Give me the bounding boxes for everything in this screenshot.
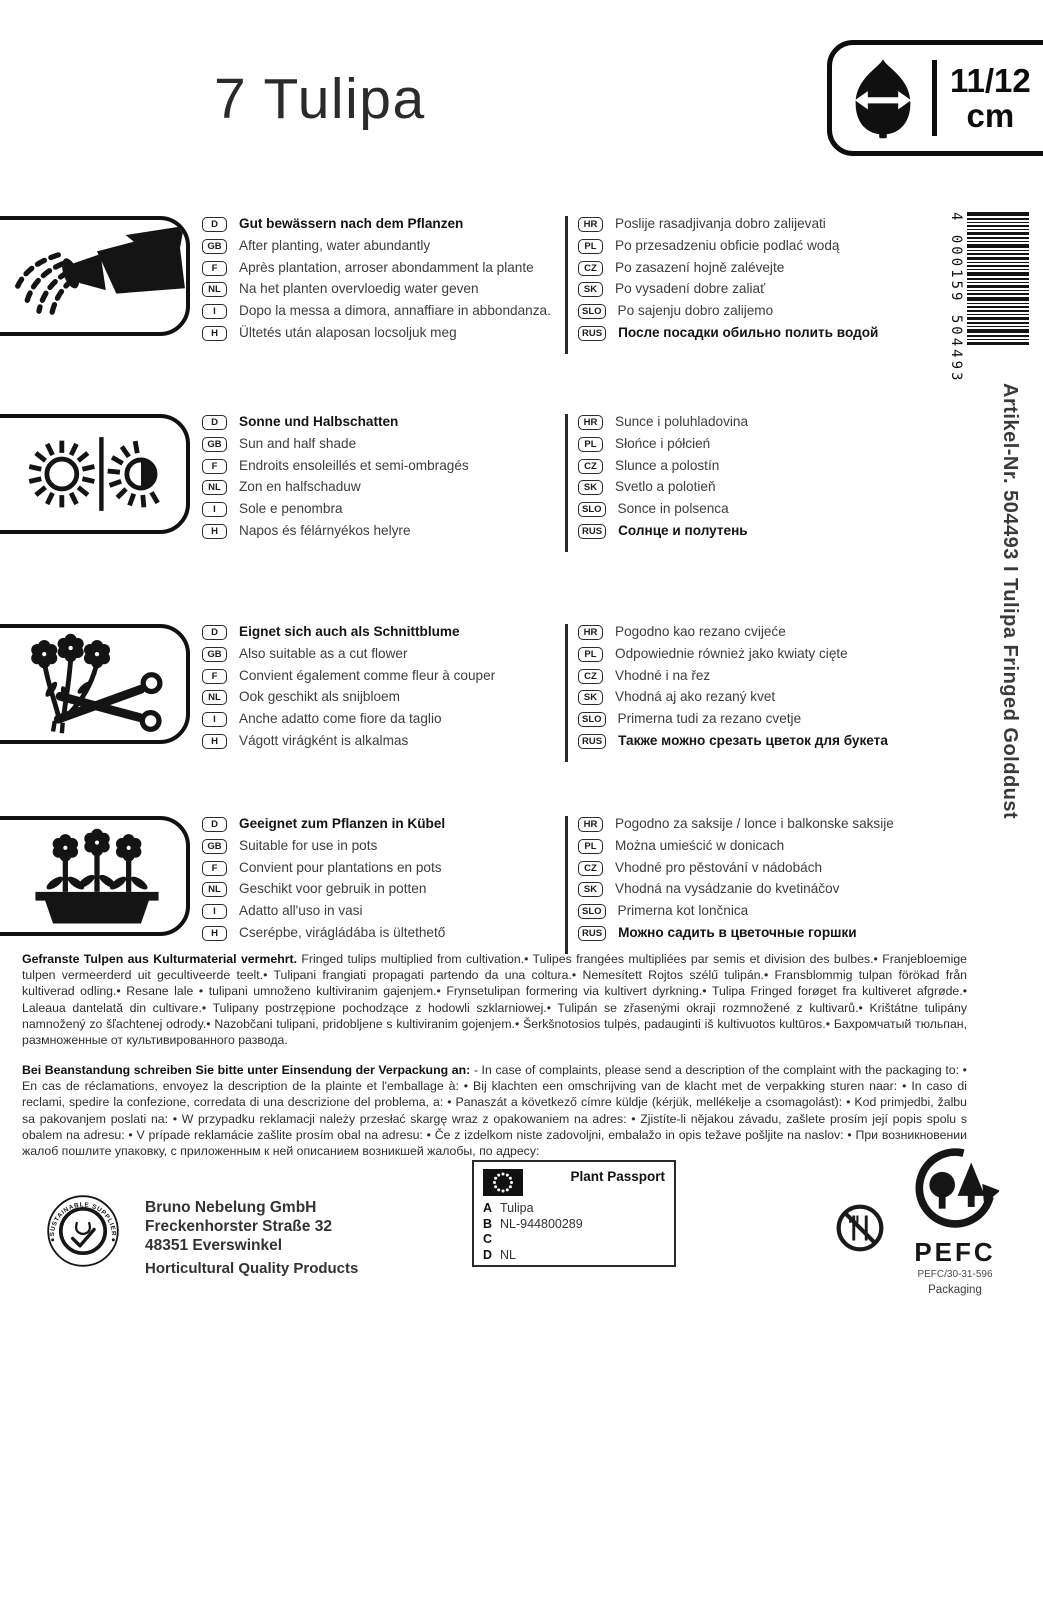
instruction-text: Geeignet zum Pflanzen in Kübel <box>239 816 446 831</box>
instruction-text: Odpowiednie również jako kwiaty cięte <box>615 645 848 661</box>
instruction-text: Dopo la messa a dimora, annaffiare in abbondanza. <box>239 303 551 319</box>
instruction-row <box>578 324 998 341</box>
instruction-row <box>578 859 998 876</box>
instruction-text: Vhodné i na řez <box>615 667 711 683</box>
instruction-row <box>202 732 562 749</box>
plant-passport-box <box>472 1160 676 1267</box>
instruction-text: Zon en halfschaduw <box>239 479 361 495</box>
language-code-badge: CZ <box>578 861 603 876</box>
language-code-badge: SLO <box>578 502 606 517</box>
language-code-badge: NL <box>202 480 227 495</box>
instruction-text: Poslije rasadjivanja dobro zalijevati <box>615 216 826 231</box>
column-divider <box>565 816 568 954</box>
instructions-column-left <box>202 815 562 946</box>
language-code-badge: H <box>202 524 227 539</box>
language-code-badge: D <box>202 625 227 640</box>
instructions-column-left <box>202 413 562 544</box>
passport-value: NL <box>500 1247 516 1262</box>
instruction-text: Słońce i półcień <box>615 435 711 451</box>
instruction-text: После посадки обильно полить водой <box>618 324 879 340</box>
language-code-badge: RUS <box>578 524 606 539</box>
instruction-text: Ültetés után alaposan locsoljuk meg <box>239 324 457 340</box>
language-code-badge: NL <box>202 882 227 897</box>
instruction-row <box>202 667 562 684</box>
instruction-row <box>578 522 998 539</box>
instructions-column-right <box>578 413 998 544</box>
instruction-text: Geschikt voor gebruik in potten <box>239 881 427 897</box>
instruction-row <box>578 732 998 749</box>
instruction-text: After planting, water abundantly <box>239 237 431 253</box>
instruction-text: Po zasazení hojně zalévejte <box>615 259 785 275</box>
instruction-row <box>202 710 562 727</box>
bulb-size-unit: cm <box>966 97 1015 134</box>
instruction-row <box>578 837 998 854</box>
language-code-badge: PL <box>578 437 603 452</box>
complaints-paragraph <box>22 1062 967 1159</box>
instruction-text: Vhodná aj ako rezaný kvet <box>615 689 776 705</box>
instruction-row <box>202 902 562 919</box>
pefc-cert-number: PEFC/30-31-596 <box>917 1269 993 1280</box>
instruction-text: Po vysadení dobre zaliať <box>615 281 766 297</box>
instruction-text: Sole e penombra <box>239 501 343 517</box>
article-number-line: Artikel-Nr. 504493 I Tulipa Fringed Golddust <box>999 383 1021 820</box>
instruction-row <box>578 710 998 727</box>
instruction-text: Gut bewässern nach dem Pflanzen <box>239 216 464 231</box>
instructions-column-left <box>202 215 562 346</box>
language-code-badge: GB <box>202 239 227 254</box>
paragraph-lead: Bei Beanstandung schreiben Sie bitte unter Einsendung der Verpackung an: <box>22 1063 471 1077</box>
address-line: Bruno Nebelung GmbH <box>145 1199 317 1216</box>
language-code-badge: SK <box>578 480 603 495</box>
instruction-row <box>202 688 562 705</box>
instruction-row <box>202 645 562 662</box>
instruction-row <box>202 435 562 452</box>
passport-key: A <box>483 1201 493 1215</box>
instruction-row <box>202 215 562 232</box>
plant-passport-title: Plant Passport <box>570 1169 665 1184</box>
passport-value: Tulipa <box>500 1201 534 1215</box>
language-code-badge: SLO <box>578 904 606 919</box>
instruction-text: Pogodno za saksije / lonce i balkonske saksije <box>615 816 894 831</box>
instruction-text: Adatto all'uso in vasi <box>239 903 363 919</box>
instruction-row <box>202 522 562 539</box>
instruction-row <box>202 500 562 517</box>
instruction-row <box>578 645 998 662</box>
instruction-row <box>578 478 998 495</box>
language-code-badge: HR <box>578 217 603 232</box>
language-code-badge: F <box>202 861 227 876</box>
instruction-text: Vhodná na vysádzanie do kvetináčov <box>615 881 840 897</box>
column-divider <box>565 414 568 552</box>
instruction-text: Po sajenju dobro zalijemo <box>617 303 774 319</box>
care-section-watering <box>0 216 1043 366</box>
instruction-text: Sun and half shade <box>239 435 357 451</box>
language-code-badge: D <box>202 217 227 232</box>
svg-text:SUSTAINABLE SUPPLIER: SUSTAINABLE SUPPLIER <box>49 1201 117 1237</box>
passport-row <box>483 1201 665 1217</box>
instruction-row <box>578 237 998 254</box>
instruction-row <box>578 880 998 897</box>
instruction-text: Also suitable as a cut flower <box>239 645 408 661</box>
instruction-text: Napos és félárnyékos helyre <box>239 522 411 538</box>
language-code-badge: GB <box>202 839 227 854</box>
address-line: Freckenhorster Straße 32 <box>145 1218 332 1235</box>
manufacturer-address <box>145 1198 332 1255</box>
instruction-row <box>578 500 998 517</box>
instructions-column-right <box>578 815 998 946</box>
language-code-badge: F <box>202 459 227 474</box>
cut-flower-icon <box>0 624 190 744</box>
instruction-text: Suitable for use in pots <box>239 837 378 853</box>
instruction-row <box>578 215 998 232</box>
language-code-badge: SK <box>578 882 603 897</box>
bulb-size-value: 11/12 <box>950 62 1031 99</box>
language-code-badge: SLO <box>578 304 606 319</box>
language-code-badge: PL <box>578 647 603 662</box>
watering-can-icon <box>0 216 190 336</box>
care-section-sunlight <box>0 414 1043 564</box>
instruction-text: Po przesadzeniu obficie podlać wodą <box>615 237 840 253</box>
instruction-row <box>578 259 998 276</box>
instruction-row <box>578 280 998 297</box>
language-code-badge: H <box>202 926 227 941</box>
passport-row <box>483 1232 665 1248</box>
column-divider <box>565 216 568 354</box>
language-code-badge: HR <box>578 625 603 640</box>
instructions-column-right <box>578 215 998 346</box>
language-code-badge: I <box>202 304 227 319</box>
passport-row <box>483 1217 665 1233</box>
instruction-text: Cserépbe, virágládába is ültethető <box>239 924 446 940</box>
instruction-row <box>202 237 562 254</box>
language-code-badge: GB <box>202 647 227 662</box>
pefc-caption: Packaging <box>928 1284 982 1296</box>
instruction-row <box>578 457 998 474</box>
instruction-row <box>202 837 562 854</box>
language-code-badge: I <box>202 904 227 919</box>
instruction-row <box>578 924 998 941</box>
instructions-column-left <box>202 623 562 754</box>
language-code-badge: SK <box>578 282 603 297</box>
instruction-text: Sonce in polsenca <box>617 501 729 517</box>
address-line: 48351 Everswinkel <box>145 1237 283 1254</box>
instruction-row <box>578 667 998 684</box>
paragraph-lead: Gefranste Tulpen aus Kulturmaterial vermehrt. <box>22 952 298 966</box>
instruction-text: Convient également comme fleur à couper <box>239 667 496 683</box>
passport-value: NL-944800289 <box>500 1216 583 1231</box>
instruction-row <box>202 302 562 319</box>
instruction-row <box>202 880 562 897</box>
language-code-badge: CZ <box>578 261 603 276</box>
language-code-badge: HR <box>578 415 603 430</box>
instruction-text: Ook geschikt als snijbloem <box>239 689 400 705</box>
language-code-badge: RUS <box>578 326 606 341</box>
pefc-logo <box>903 1148 1007 1280</box>
language-code-badge: NL <box>202 282 227 297</box>
instruction-row <box>202 413 562 430</box>
eu-flag-icon <box>483 1169 523 1196</box>
instruction-row <box>578 413 998 430</box>
paragraph-text: Fringed tulips multiplied from cultivation.• Tulipes frangées multipliées par semis et division des bulbes.• Franjebloemige tulpen vermeerderd uit gecultiveerde teelt.• Tulipani frangiati propagati partendo da una coltura.• Nemesített Rojtos szélű tulipán.• Fransblommig tulpan förökad från kultiverad odling.• Resane lale • tulipani umnoženo kultiviranim gajenjem.• Frynsetulipan formering via kultivert dyrkning.• Tulipa Fringed forøget fra kultiveret afgrøde.• Laleaua dantelată din cultivare.• Tulipany postrzępione pochodzące z hodowli szklarniowej.• Tulipán se zřasenými okraji rozmnožené z kultivarů.• Krištátne tulipány namnožený zo šľachtenej odrody.• Nazobčani tulipani, pridobljene s kultiviranim gojenjem.• Šerkšnotosios tulpės, padauginti iš kultivuotos kultūros.• Бахромчатый тюльпан, размноженные от культивированного развода. <box>22 952 968 1048</box>
instruction-text: Endroits ensoleillés et semi-ombragés <box>239 457 469 473</box>
instruction-text: Svetlo a polotieň <box>615 479 716 495</box>
company-tagline: Horticultural Quality Products <box>145 1260 359 1277</box>
instruction-text: Convient pour plantations en pots <box>239 859 442 875</box>
language-code-badge: CZ <box>578 669 603 684</box>
instruction-row <box>202 478 562 495</box>
bulb-size-badge <box>827 40 1043 156</box>
passport-key: D <box>483 1247 493 1262</box>
instruction-text: Primerna kot lončnica <box>617 903 749 919</box>
instruction-text: Anche adatto come fiore da taglio <box>239 711 442 727</box>
language-code-badge: CZ <box>578 459 603 474</box>
care-section-cut-flower <box>0 624 1043 774</box>
passport-key: C <box>483 1232 493 1246</box>
badge-divider <box>932 60 937 136</box>
product-title: 7 Tulipa <box>214 67 426 131</box>
language-code-badge: I <box>202 712 227 727</box>
instruction-text: Также можно срезать цветок для букета <box>618 732 888 748</box>
pefc-name: PEFC <box>914 1237 996 1267</box>
passport-row <box>483 1248 665 1264</box>
instruction-text: Можно садить в цветочные горшки <box>618 924 857 940</box>
language-code-badge: I <box>202 502 227 517</box>
instruction-row <box>202 324 562 341</box>
instruction-row <box>202 280 562 297</box>
language-code-badge: SLO <box>578 712 606 727</box>
bulb-size-icon <box>845 56 921 140</box>
language-code-badge: H <box>202 326 227 341</box>
instruction-text: Pogodno kao rezano cvijeće <box>615 624 786 639</box>
instruction-text: Eignet sich auch als Schnittblume <box>239 624 460 639</box>
propagation-paragraph <box>22 951 967 1048</box>
sun-half-shade-icon <box>0 414 190 534</box>
instruction-row <box>202 623 562 640</box>
instruction-text: Slunce a polostín <box>615 457 720 473</box>
instruction-row <box>578 623 998 640</box>
language-code-badge: F <box>202 669 227 684</box>
not-edible-icon <box>834 1202 886 1254</box>
instruction-text: Można umieścić w donicach <box>615 837 785 853</box>
instruction-row <box>202 457 562 474</box>
instruction-row <box>578 902 998 919</box>
language-code-badge: SK <box>578 690 603 705</box>
language-code-badge: F <box>202 261 227 276</box>
language-code-badge: HR <box>578 817 603 832</box>
language-code-badge: RUS <box>578 926 606 941</box>
instruction-text: Sunce i poluhladovina <box>615 414 749 429</box>
language-code-badge: NL <box>202 690 227 705</box>
instruction-text: Солнце и полутень <box>618 522 748 538</box>
instruction-row <box>202 859 562 876</box>
language-code-badge: PL <box>578 839 603 854</box>
instructions-column-right <box>578 623 998 754</box>
instruction-text: Na het planten overvloedig water geven <box>239 281 479 297</box>
language-code-badge: GB <box>202 437 227 452</box>
instruction-text: Primerna tudi za rezano cvetje <box>617 711 802 727</box>
instruction-row <box>202 815 562 832</box>
language-code-badge: RUS <box>578 734 606 749</box>
language-code-badge: D <box>202 817 227 832</box>
instruction-text: Après plantation, arroser abondamment la plante <box>239 259 534 275</box>
care-section-pots <box>0 816 1043 966</box>
passport-key: B <box>483 1216 493 1231</box>
instruction-row <box>578 815 998 832</box>
sustainable-supplier-badge <box>46 1194 120 1268</box>
instruction-text: Vágott virágként is alkalmas <box>239 732 409 748</box>
planter-icon <box>0 816 190 936</box>
instruction-row <box>202 924 562 941</box>
instruction-row <box>578 302 998 319</box>
column-divider <box>565 624 568 762</box>
instruction-row <box>578 688 998 705</box>
instruction-text: Vhodné pro pěstování v nádobách <box>615 859 823 875</box>
paragraph-text: - In case of complaints, please send a description of the complaint with the packaging to: • En cas de réclamations, envoyez la description de la plainte et l'emballage à: • Bij klachten een omschrijving van de klacht met de verpakking sturen naar: • In caso di reclami, spedire la confezione, corredata di una descrizione del problema, a: • Panaszát a következő címre küldje (kérjük, mellékelje a csomagolást): • Kod primjedbi, žalbu sa pakovanjem poslati na: • W przypadku reklamacji należy przesłać skargę wraz z opakowaniem na adres: • Zjistíte-li nějakou závadu, zašlete prosím její popis spolu s obalem na adresu: • V prípade reklamácie zašlite prosím obal na adresu: • Če z izdelkom niste zadovoljni, embalažo in opis težave pošljite na naslov: • При возникновении жалоб пошлите упаковку, с приложенным к ней описанием возникшей жалобы, по адресу: <box>22 1063 967 1159</box>
language-code-badge: D <box>202 415 227 430</box>
instruction-row <box>202 259 562 276</box>
language-code-badge: H <box>202 734 227 749</box>
language-code-badge: PL <box>578 239 603 254</box>
barcode-digits: 4 000159 504493 <box>948 212 964 384</box>
instruction-row <box>578 435 998 452</box>
instruction-text: Sonne und Halbschatten <box>239 414 399 429</box>
